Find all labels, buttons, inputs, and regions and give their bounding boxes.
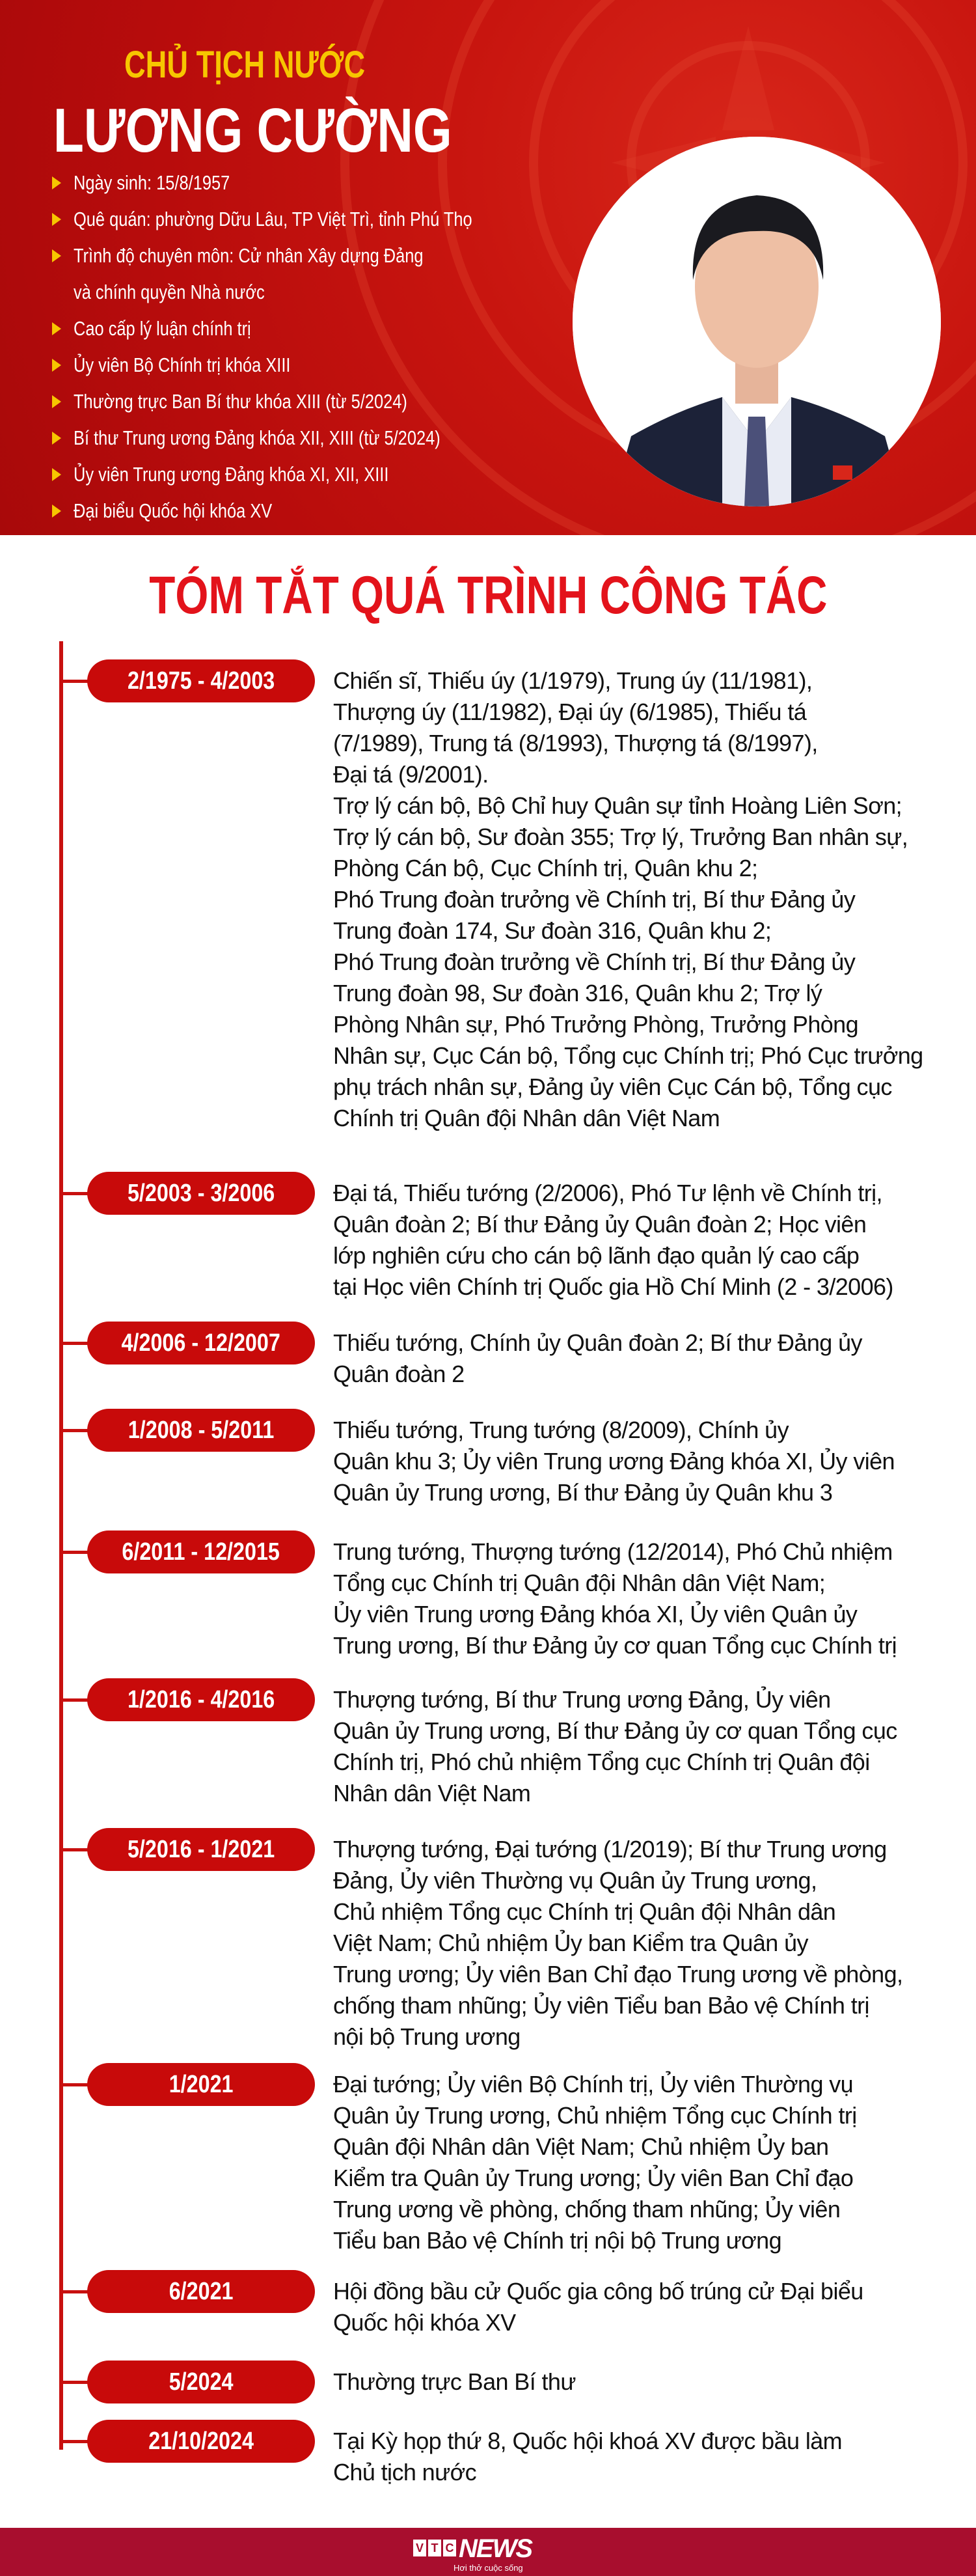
timeline-connector xyxy=(59,2083,88,2086)
timeline-description-line: Chiến sĩ, Thiếu úy (1/1979), Trung úy (11/1981), xyxy=(333,667,813,694)
timeline-description-line: Chủ nhiệm Tổng cục Chính trị Quân đội Nhân dân xyxy=(333,1898,836,1925)
timeline-description-line: Đại tá (9/2001). xyxy=(333,761,489,788)
profile-fact-text: Cao cấp lý luận chính trị xyxy=(74,317,251,340)
timeline-connector xyxy=(59,1429,88,1432)
profile-header xyxy=(0,0,976,535)
timeline-description-line: Quốc hội khóa XV xyxy=(333,2309,516,2336)
logo-letter: T xyxy=(428,2540,441,2556)
profile-fact xyxy=(52,383,560,420)
timeline-period-badge xyxy=(87,1530,315,1573)
timeline-description-line: Phòng Nhân sự, Phó Trưởng Phòng, Trưởng Phòng xyxy=(333,1011,859,1038)
timeline-period-badge xyxy=(87,2420,315,2463)
bullet-arrow-icon xyxy=(52,249,61,262)
timeline-description-line: Quân khu 3; Ủy viên Trung ương Đảng khóa XI, Ủy viên xyxy=(333,1448,895,1475)
timeline-period-text: 1/2021 xyxy=(169,2070,234,2098)
timeline-description-line: lớp nghiên cứu cho cán bộ lãnh đạo quản lý cao cấp xyxy=(333,1242,860,1269)
timeline-period-text: 1/2016 - 4/2016 xyxy=(127,1685,275,1713)
timeline-connector xyxy=(59,2290,88,2293)
profile-fact-text: Bí thư Trung ương Đảng khóa XII, XIII (từ 5/2024) xyxy=(74,426,441,449)
timeline-description-line: Thượng úy (11/1982), Đại úy (6/1985), Thiếu tá xyxy=(333,699,807,725)
title-name: LƯƠNG CƯỜNG xyxy=(53,96,452,165)
timeline-period-badge xyxy=(87,2063,315,2106)
profile-fact-text: Đại biểu Quốc hội khóa XV xyxy=(74,499,273,522)
profile-fact xyxy=(52,238,560,274)
timeline-connector xyxy=(59,1698,88,1702)
vtc-news-logo xyxy=(413,2534,563,2573)
timeline-description-line: Trung đoàn 98, Sư đoàn 316, Quân khu 2; Trợ lý xyxy=(333,980,822,1006)
profile-fact-text: Trình độ chuyên môn: Cử nhân Xây dựng Đảng xyxy=(74,244,424,267)
timeline-description-line: Thường trực Ban Bí thư xyxy=(333,2368,576,2395)
timeline-description-line: Phó Trung đoàn trưởng về Chính trị, Bí thư Đảng ủy xyxy=(333,949,856,975)
profile-fact-text: Ủy viên Trung ương Đảng khóa XI, XII, XIII xyxy=(74,463,389,486)
timeline-description-line: Tổng cục Chính trị Quân đội Nhân dân Việt Nam; xyxy=(333,1570,826,1596)
timeline-description xyxy=(333,2366,968,2398)
profile-fact xyxy=(52,165,560,201)
timeline-description xyxy=(333,1415,968,1508)
timeline-period-text: 6/2011 - 12/2015 xyxy=(122,1538,280,1566)
timeline-description-line: Thượng tướng, Đại tướng (1/2019); Bí thư Trung ương xyxy=(333,1836,887,1863)
timeline-description-line: Chủ tịch nước xyxy=(333,2459,476,2486)
timeline-description-line: Thượng tướng, Bí thư Trung ương Đảng, Ủy viên xyxy=(333,1686,831,1713)
logo-tagline: Hơi thở cuộc sống xyxy=(454,2563,523,2573)
timeline-description-line: Thiếu tướng, Chính ủy Quân đoàn 2; Bí thư Đảng ủy xyxy=(333,1329,862,1356)
profile-fact xyxy=(52,456,560,493)
timeline-description xyxy=(333,665,968,1134)
bullet-arrow-icon xyxy=(52,213,61,226)
timeline-description-line: chống tham nhũng; Ủy viên Tiểu ban Bảo vệ Chính trị xyxy=(333,1992,869,2019)
timeline-description-line: Đảng, Ủy viên Thường vụ Quân ủy Trung ương, xyxy=(333,1867,817,1894)
timeline-connector xyxy=(59,2381,88,2384)
timeline-description-line: Phó Trung đoàn trưởng về Chính trị, Bí thư Đảng ủy xyxy=(333,886,856,913)
bullet-arrow-icon xyxy=(52,322,61,335)
profile-fact-text: Ngày sinh: 15/8/1957 xyxy=(74,171,230,194)
timeline-description-line: Quân đoàn 2 xyxy=(333,1361,465,1387)
timeline-period-badge xyxy=(87,1172,315,1215)
timeline-period-text: 21/10/2024 xyxy=(148,2427,254,2455)
timeline-description-line: Hội đồng bầu cử Quốc gia công bố trúng cử Đại biểu xyxy=(333,2278,863,2305)
timeline-description-line: Nhân sự, Cục Cán bộ, Tổng cục Chính trị; Phó Cục trưởng xyxy=(333,1042,923,1069)
timeline-period-text: 5/2016 - 1/2021 xyxy=(127,1835,275,1863)
timeline-description-line: Trung tướng, Thượng tướng (12/2014), Phó Chủ nhiệm xyxy=(333,1538,893,1565)
timeline-description xyxy=(333,2426,968,2488)
footer-bar xyxy=(0,2528,976,2576)
timeline-connector xyxy=(59,1848,88,1851)
timeline-description-line: Kiểm tra Quân ủy Trung ương; Ủy viên Ban Chỉ đạo xyxy=(333,2165,854,2191)
timeline-description-line: Trung ương về phòng, chống tham nhũng; Ủy viên xyxy=(333,2196,841,2223)
timeline-line xyxy=(59,641,63,2450)
timeline-description-line: Quân ủy Trung ương, Chủ nhiệm Tổng cục Chính trị xyxy=(333,2102,857,2129)
profile-fact-text: Ủy viên Bộ Chính trị khóa XIII xyxy=(74,353,291,376)
timeline-description xyxy=(333,1178,968,1303)
title-position: CHỦ TỊCH NƯỚC xyxy=(124,44,366,86)
timeline-description xyxy=(333,1536,968,1661)
profile-fact xyxy=(52,201,560,238)
timeline-period-badge xyxy=(87,1409,315,1452)
timeline-description-line: Chính trị Quân đội Nhân dân Việt Nam xyxy=(333,1105,720,1131)
timeline-period-badge xyxy=(87,1322,315,1364)
timeline-period-badge xyxy=(87,1678,315,1721)
timeline-description-line: Đại tá, Thiếu tướng (2/2006), Phó Tư lệnh về Chính trị, xyxy=(333,1180,882,1206)
timeline-description-line: Tại Kỳ họp thứ 8, Quốc hội khoá XV được bầu làm xyxy=(333,2428,843,2454)
bullet-arrow-icon xyxy=(52,468,61,481)
timeline-description-line: Quân ủy Trung ương, Bí thư Đảng ủy cơ quan Tổng cục xyxy=(333,1717,897,1744)
timeline-period-text: 1/2008 - 5/2011 xyxy=(128,1416,275,1444)
timeline-description-line: Quân ủy Trung ương, Bí thư Đảng ủy Quân khu 3 xyxy=(333,1479,833,1506)
timeline-connector xyxy=(59,1192,88,1195)
timeline-description-line: nội bộ Trung ương xyxy=(333,2023,521,2050)
timeline-description-line: Thiếu tướng, Trung tướng (8/2009), Chính ủy xyxy=(333,1417,789,1443)
timeline-period-text: 4/2006 - 12/2007 xyxy=(121,1329,281,1357)
timeline-connector xyxy=(59,1342,88,1345)
bullet-arrow-icon xyxy=(52,395,61,408)
timeline-period-badge xyxy=(87,1828,315,1871)
timeline-description-line: Chính trị, Phó chủ nhiệm Tổng cục Chính trị Quân đội xyxy=(333,1749,870,1775)
logo-letter: C xyxy=(443,2540,456,2556)
timeline-period-text: 6/2021 xyxy=(169,2277,234,2305)
bullet-arrow-icon xyxy=(52,359,61,372)
timeline-description-line: Nhân dân Việt Nam xyxy=(333,1780,531,1807)
profile-facts xyxy=(52,165,560,529)
timeline-period-text: 5/2003 - 3/2006 xyxy=(127,1179,275,1207)
timeline-description-line: Trung đoàn 174, Sư đoàn 316, Quân khu 2; xyxy=(333,917,772,944)
profile-fact-text: Quê quán: phường Dữu Lâu, TP Việt Trì, tỉnh Phú Thọ xyxy=(74,208,472,230)
timeline-connector xyxy=(59,2440,88,2443)
profile-fact xyxy=(52,311,560,347)
timeline-description xyxy=(333,1684,968,1809)
timeline-description-line: Trợ lý cán bộ, Bộ Chỉ huy Quân sự tỉnh Hoàng Liên Sơn; xyxy=(333,792,902,819)
bullet-arrow-icon xyxy=(52,505,61,518)
timeline-description-line: phụ trách nhân sự, Đảng ủy viên Cục Cán bộ, Tổng cục xyxy=(333,1073,892,1100)
timeline-description-line: Ủy viên Trung ương Đảng khóa XI, Ủy viên Quân ủy xyxy=(333,1601,858,1627)
timeline-description-line: Quân đoàn 2; Bí thư Đảng ủy Quân đoàn 2; Học viên xyxy=(333,1211,867,1238)
profile-fact xyxy=(52,420,560,456)
timeline-description-line: Trợ lý cán bộ, Sư đoàn 355; Trợ lý, Trưởng Ban nhân sự, xyxy=(333,824,908,850)
timeline-description xyxy=(333,2069,968,2256)
timeline-description-line: Đại tướng; Ủy viên Bộ Chính trị, Ủy viên Thường vụ xyxy=(333,2071,854,2098)
timeline-connector xyxy=(59,1551,88,1554)
timeline-period-badge xyxy=(87,659,315,702)
logo-news-text: NEWS xyxy=(459,2534,532,2563)
section-title: TÓM TẮT QUÁ TRÌNH CÔNG TÁC xyxy=(148,566,828,625)
timeline-description-line: Phòng Cán bộ, Cục Chính trị, Quân khu 2; xyxy=(333,855,758,881)
timeline-period-text: 5/2024 xyxy=(169,2368,234,2396)
timeline-description-line: tại Học viên Chính trị Quốc gia Hồ Chí Minh (2 - 3/2006) xyxy=(333,1273,893,1300)
timeline-period-badge xyxy=(87,2361,315,2403)
timeline-description-line: Quân đội Nhân dân Việt Nam; Chủ nhiệm Ủy ban xyxy=(333,2133,829,2160)
profile-fact-text: và chính quyền Nhà nước xyxy=(74,281,265,303)
profile-fact-text: Thường trực Ban Bí thư khóa XIII (từ 5/2024) xyxy=(74,390,407,413)
timeline-description-line: Trung ương, Bí thư Đảng ủy cơ quan Tổng cục Chính trị xyxy=(333,1632,897,1659)
profile-fact xyxy=(52,493,560,529)
profile-fact xyxy=(52,347,560,383)
timeline-description-line: (7/1989), Trung tá (8/1993), Thượng tá (8/1997), xyxy=(333,730,818,756)
timeline-description-line: Việt Nam; Chủ nhiệm Ủy ban Kiểm tra Quân ủy xyxy=(333,1930,808,1956)
profile-fact xyxy=(52,274,560,311)
timeline-description-line: Trung ương; Ủy viên Ban Chỉ đạo Trung ương về phòng, xyxy=(333,1961,903,1987)
timeline-description xyxy=(333,1834,968,2053)
timeline-description xyxy=(333,2276,968,2338)
timeline-description xyxy=(333,1327,968,1390)
portrait-icon xyxy=(573,137,941,506)
timeline-connector xyxy=(59,680,88,683)
portrait-photo xyxy=(573,137,941,506)
bullet-arrow-icon xyxy=(52,432,61,445)
timeline-period-badge xyxy=(87,2270,315,2313)
logo-letter: V xyxy=(413,2540,426,2556)
timeline-description-line: Tiểu ban Bảo vệ Chính trị nội bộ Trung ương xyxy=(333,2227,781,2254)
timeline-period-text: 2/1975 - 4/2003 xyxy=(127,667,275,695)
bullet-arrow-icon xyxy=(52,176,61,189)
